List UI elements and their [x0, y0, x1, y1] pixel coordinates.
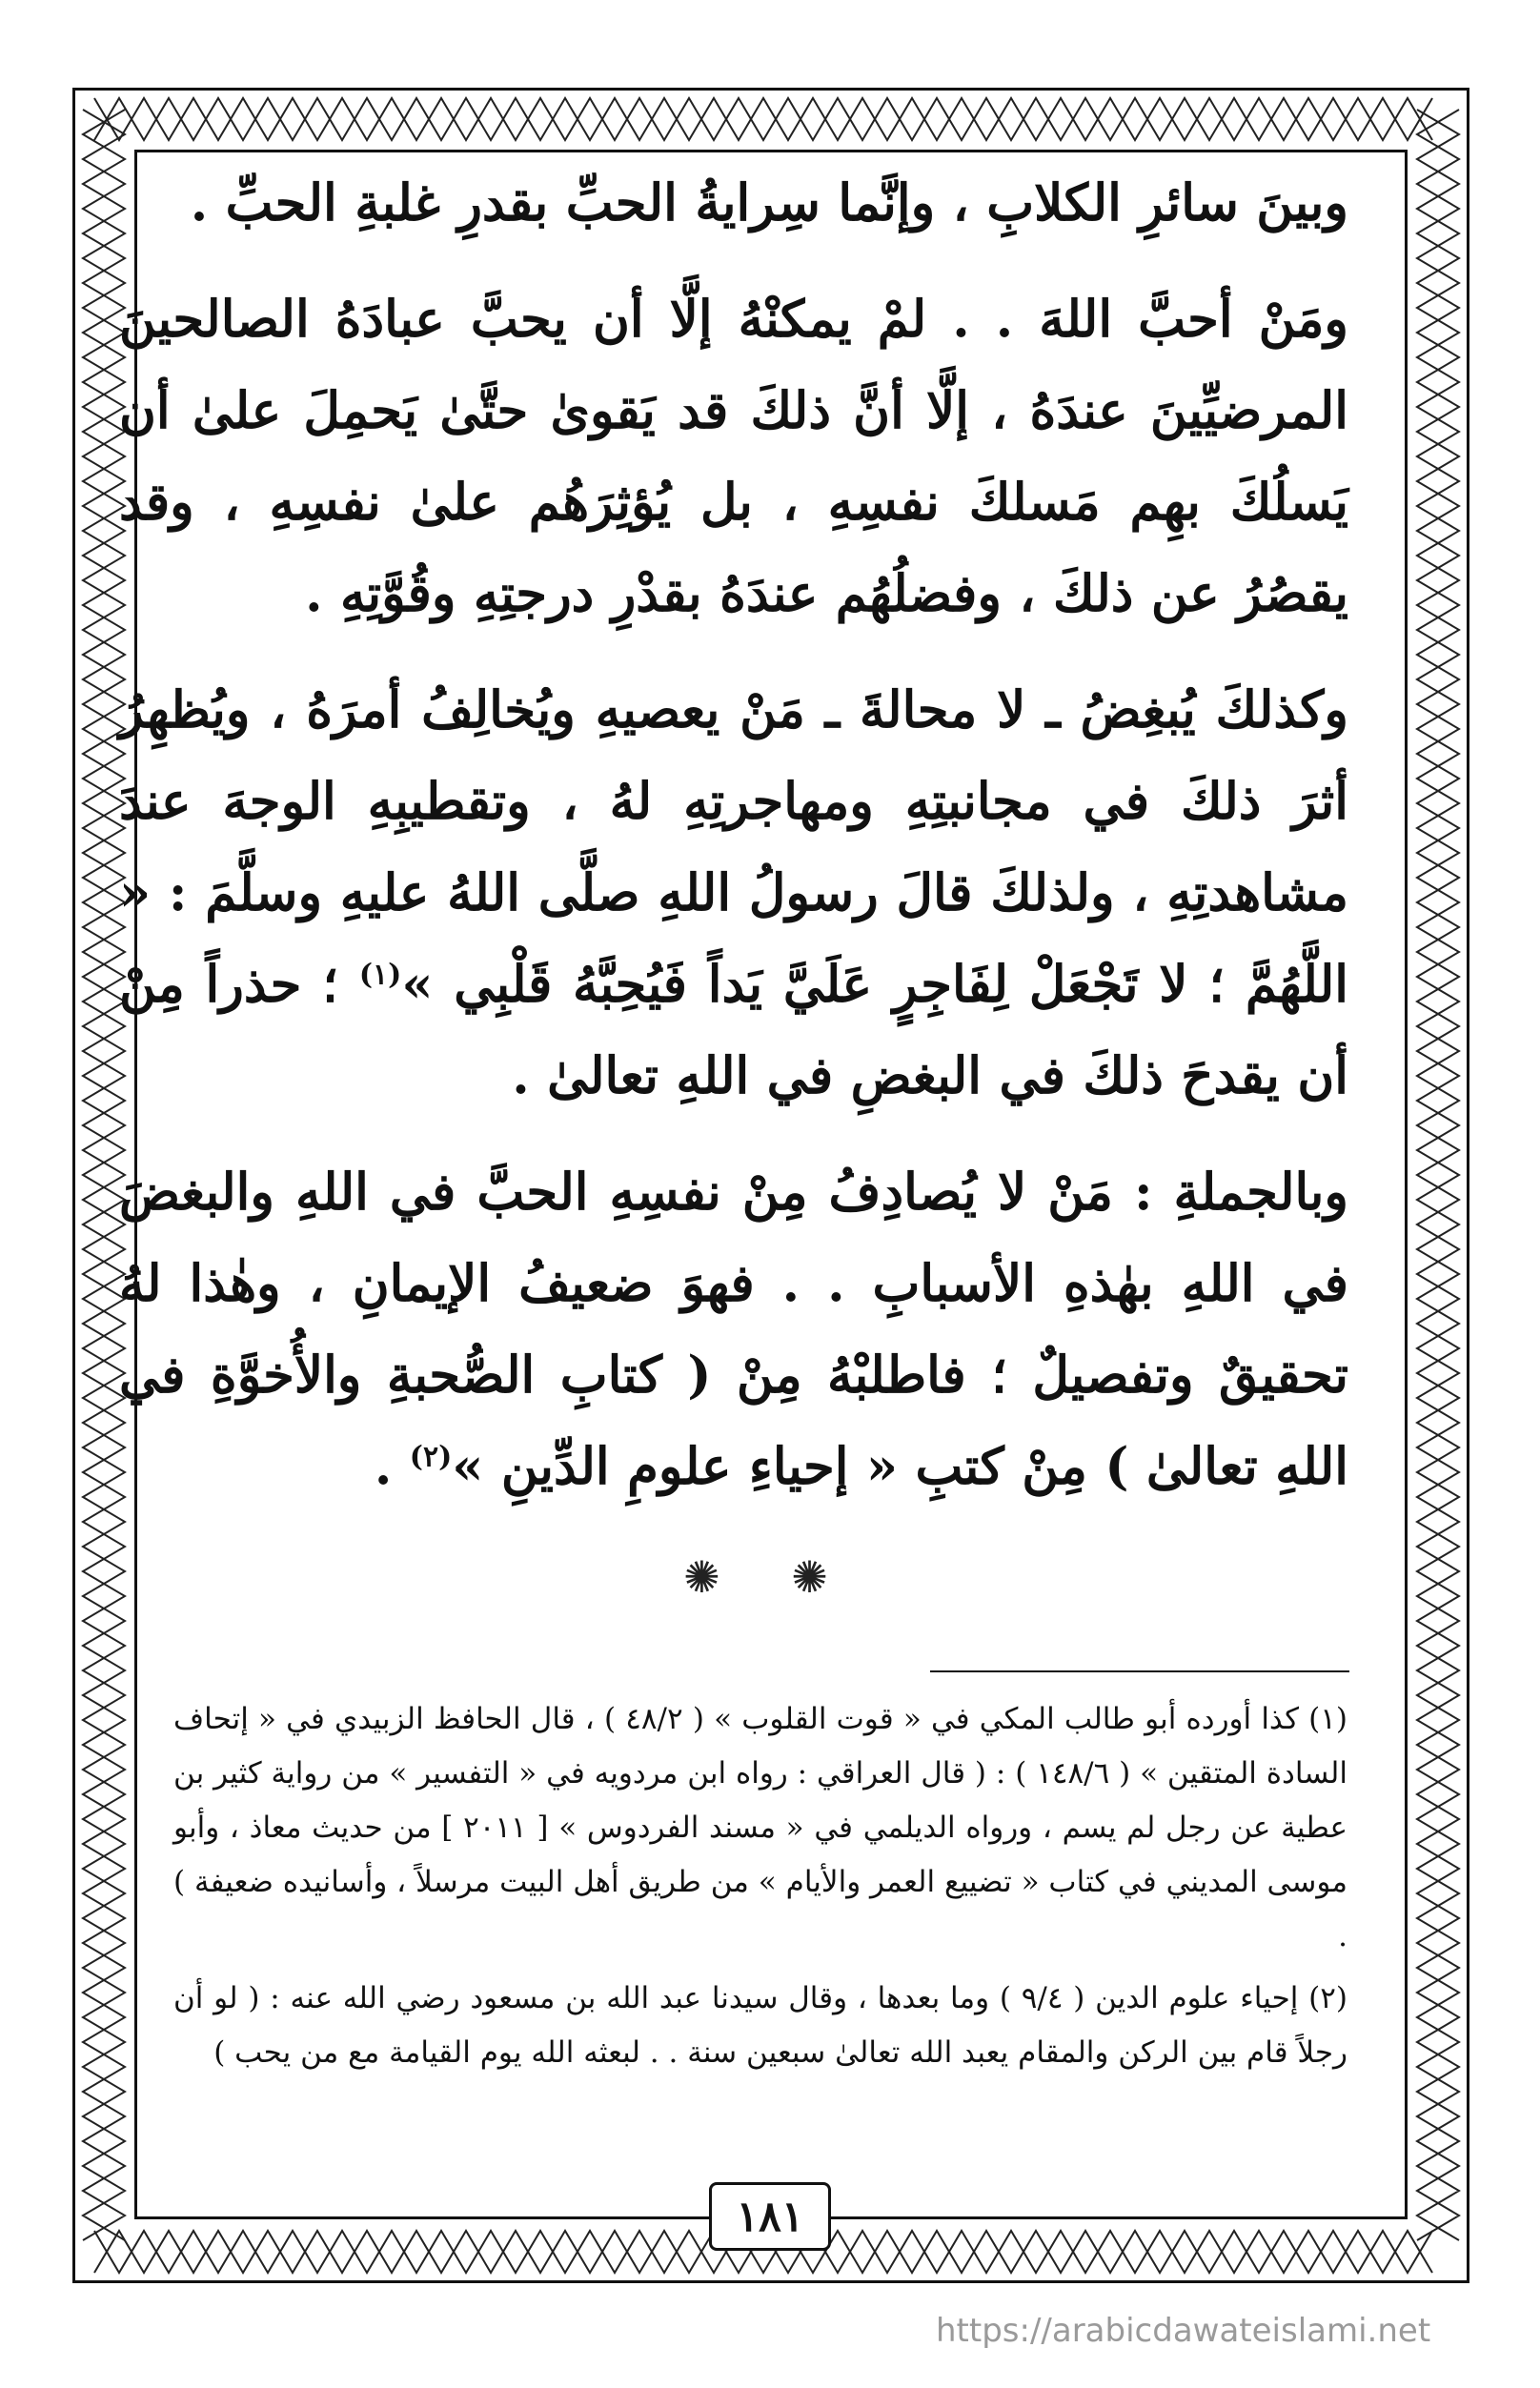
paragraph: ومَنْ أحبَّ اللهَ . . لمْ يمكنْهُ إلَّا أن يحبَّ عبادَهُ الصالحينَ المرضيِّينَ عندَهُ ، إلَّا أنَّ ذلكَ قد يَقوىٰ حتَّىٰ يَحمِلَ علىٰ أن يَسلُكَ بهِم مَسلكَ نفسِهِ ، بل يُؤثِرَهُم علىٰ نفسِهِ ، وقد يقصُرُ عن ذلكَ ، وفضلُهُم عندَهُ بقدْرِ درجتِهِ وقُوَّتِهِ . [119, 290, 1348, 623]
footnote: (١) كذا أورده أبو طالب المكي في « قوت القلوب » ( ٤٨/٢ ) ، قال الحافظ الزبيدي في « إتحاف السادة المتقين » ( ١٤٨/٦ ) : ( قال العراقي : رواه ابن مردويه في « التفسير » من رواية كثير بن عطية عن رجل لم يسم ، ورواه الديلمي في « مسند الفردوس » [ ٢٠١١ ] من حديث معاذ ، وأبو موسى المديني في كتاب « تضييع العمر والأيام » من طريق أهل البيت مرسلاً ، وأسانيده ضعيفة ) . [173, 1702, 1348, 1953]
paragraph: وبينَ سائرِ الكلابِ ، وإنَّما سِرايةُ الحبِّ بقدرِ غلبةِ الحبِّ . [190, 173, 1348, 233]
page-number: ١٨١ [709, 2182, 831, 2251]
paragraph-text: وكذلكَ يُبغِضُ ـ لا محالةَ ـ مَنْ يعصيهِ ويُخالِفُ أمرَهُ ، ويُظهِرُ أثرَ ذلكَ في مجانبتِهِ ومهاجرتِهِ لهُ ، وتقطيبِهِ الوجهَ عندَ مشاهدتِهِ ، ولذلكَ قالَ رسولُ اللهِ صلَّى اللهُ عليهِ وسلَّمَ : « اللَّهُمَّ ؛ لا تَجْعَلْ لِفَاجِرٍ عَلَيَّ يَداً فَيُحِبَّهُ قَلْبِي » [119, 680, 1349, 1014]
footnote-separator [930, 1670, 1349, 1672]
paragraph [119, 664, 1348, 1122]
footnote: (٢) إحياء علوم الدين ( ٩/٤ ) وما بعدها ، وقال سيدنا عبد الله بن مسعود رضي الله عنه : ( لو أن رجلاً قام بين الركن والمقام يعبد الله تعالىٰ سبعين سنة . . لبعثه الله يوم القيامة مع من يحب ) [173, 1981, 1348, 2070]
footnote-marker: (١) [358, 958, 402, 992]
main-text [119, 157, 1348, 1512]
paragraph [119, 1146, 1348, 1512]
paragraph-text: وبالجملةِ : مَنْ لا يُصادِفُ مِنْ نفسِهِ الحبَّ في اللهِ والبغضَ في اللهِ بهٰذهِ الأسبابِ . . فهوَ ضعيفُ الإيمانِ ، وهٰذا لهُ تحقيقٌ وتفصيلٌ ؛ فاطلبْهُ مِنْ ( كتابِ الصُّحبةِ والأُخوَّةِ في اللهِ تعالىٰ ) مِنْ كتبِ « إحياءِ علومِ الدِّينِ » [119, 1163, 1348, 1496]
watermark-url: https://arabicdawateislami.net [936, 2312, 1431, 2350]
paragraph-text: . [374, 1437, 393, 1496]
paragraph-text: ؛ حذراً مِنْ أن يقدحَ ذلكَ في البغضِ في اللهِ تعالىٰ . [119, 955, 1348, 1105]
section-ornament: ✺ ✺ [683, 1551, 857, 1603]
footnotes [173, 1692, 1348, 2080]
footnote-marker: (٢) [409, 1440, 453, 1474]
